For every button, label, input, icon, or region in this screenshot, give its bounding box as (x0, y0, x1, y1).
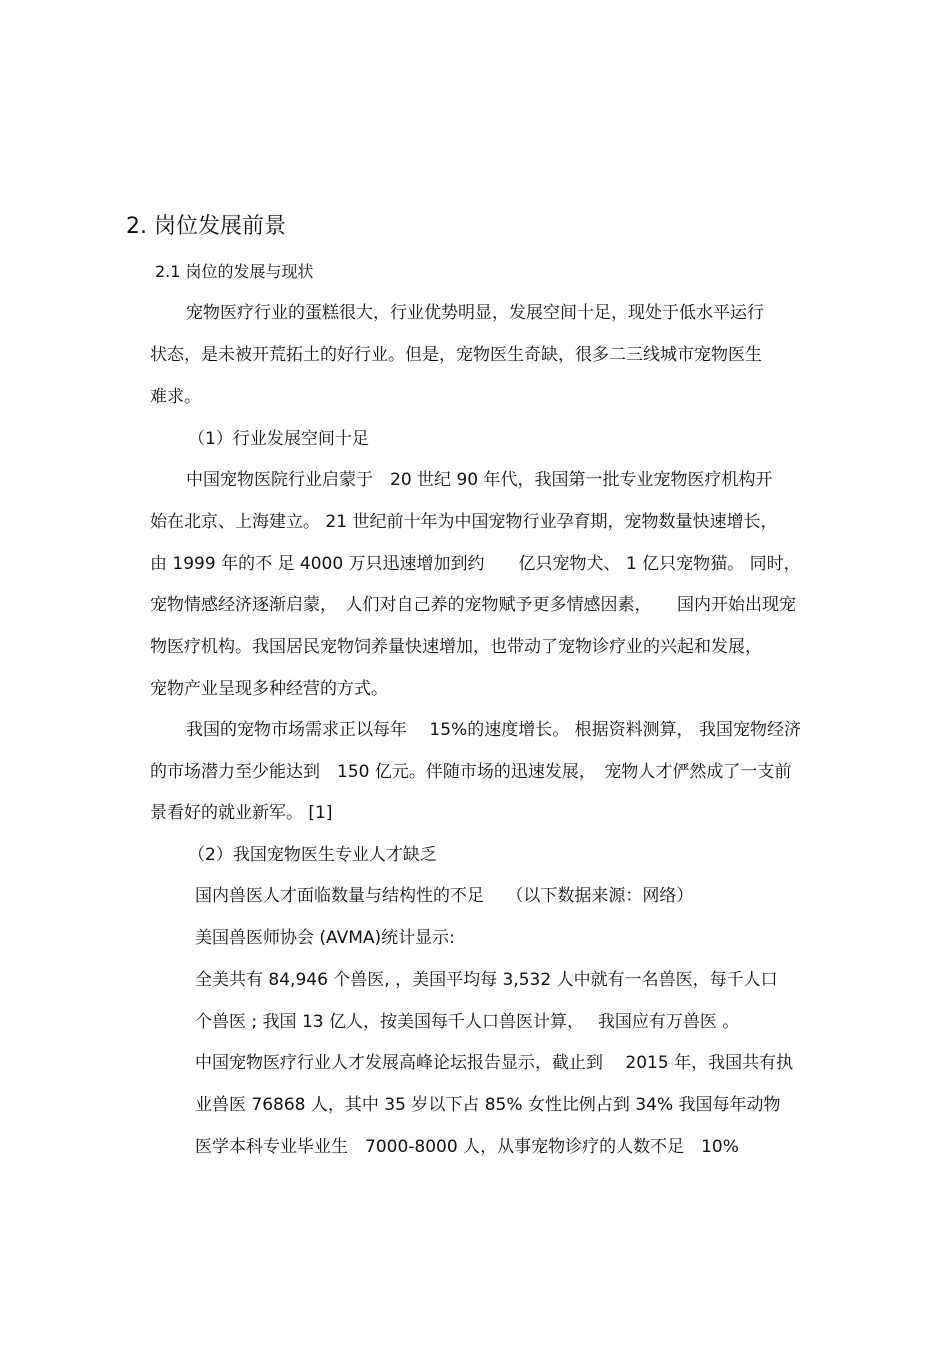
paragraph-line: 状态，是未被开荒拓土的好行业。但是，宠物医生奇缺，很多二三线城市宠物医生 (150, 345, 762, 365)
paragraph-line: 宠物情感经济逐渐启蒙， 人们对自己养的宠物赋予更多情感因素， 国内开始出现宠 (150, 595, 796, 615)
paragraph-line: 始在北京、上海建立。 21 世纪前十年为中国宠物行业孕育期，宠物数量快速增长， (150, 512, 778, 532)
paragraph-line: 美国兽医师协会 (AVMA)统计显示: (195, 928, 455, 948)
paragraph-line: 个兽医 ; 我国 13 亿人，按美国每千人口兽医计算， 我国应有万兽医 。 (195, 1012, 740, 1032)
paragraph-line: 由 1999 年的不 足 4000 万只迅速增加到约 亿只宠物犬、 1 亿只宠物猫。 同时， (150, 554, 801, 574)
paragraph-line: 的市场潜力至少能达到 150 亿元。伴随市场的迅速发展， 宠物人才俨然成了一支前 (150, 762, 792, 782)
paragraph-line: 宠物医疗行业的蛋糕很大，行业优势明显，发展空间十足，现处于低水平运行 (186, 303, 764, 323)
paragraph-line: 宠物产业呈现多种经营的方式。 (150, 679, 388, 699)
paragraph-line: 国内兽医人才面临数量与结构性的不足 （以下数据来源：网络） (195, 886, 694, 906)
paragraph-line: 中国宠物医院行业启蒙于 20 世纪 90 年代，我国第一批专业宠物医疗机构开 (186, 470, 773, 490)
paragraph-line: 全美共有 84,946 个兽医, ，美国平均每 3,532 人中就有一名兽医，每千人口 (195, 970, 778, 990)
paragraph-line: 业兽医 76868 人，其中 35 岁以下占 85% 女性比例占到 34% 我国每年动物 (195, 1095, 781, 1115)
paragraph-line: 景看好的就业新军。 [1] (150, 803, 333, 823)
section-title: 2. 岗位发展前景 (126, 214, 286, 239)
paragraph-line: 中国宠物医疗行业人才发展高峰论坛报告显示，截止到 2015 年，我国共有执 (195, 1053, 794, 1073)
subsection-title: 2.1 岗位的发展与现状 (155, 262, 314, 281)
list-heading: （2）我国宠物医生专业人才缺乏 (188, 845, 437, 865)
paragraph-line: 医学本科专业毕业生 7000-8000 人，从事宠物诊疗的人数不足 10% (195, 1137, 739, 1157)
paragraph-line: 难求。 (150, 387, 201, 407)
paragraph-line: 物医疗机构。我国居民宠物饲养量快速增加，也带动了宠物诊疗业的兴起和发展， (150, 637, 762, 657)
paragraph-line: 我国的宠物市场需求正以每年 15%的速度增长。 根据资料测算， 我国宠物经济 (186, 720, 801, 740)
list-heading: （1）行业发展空间十足 (188, 429, 369, 449)
